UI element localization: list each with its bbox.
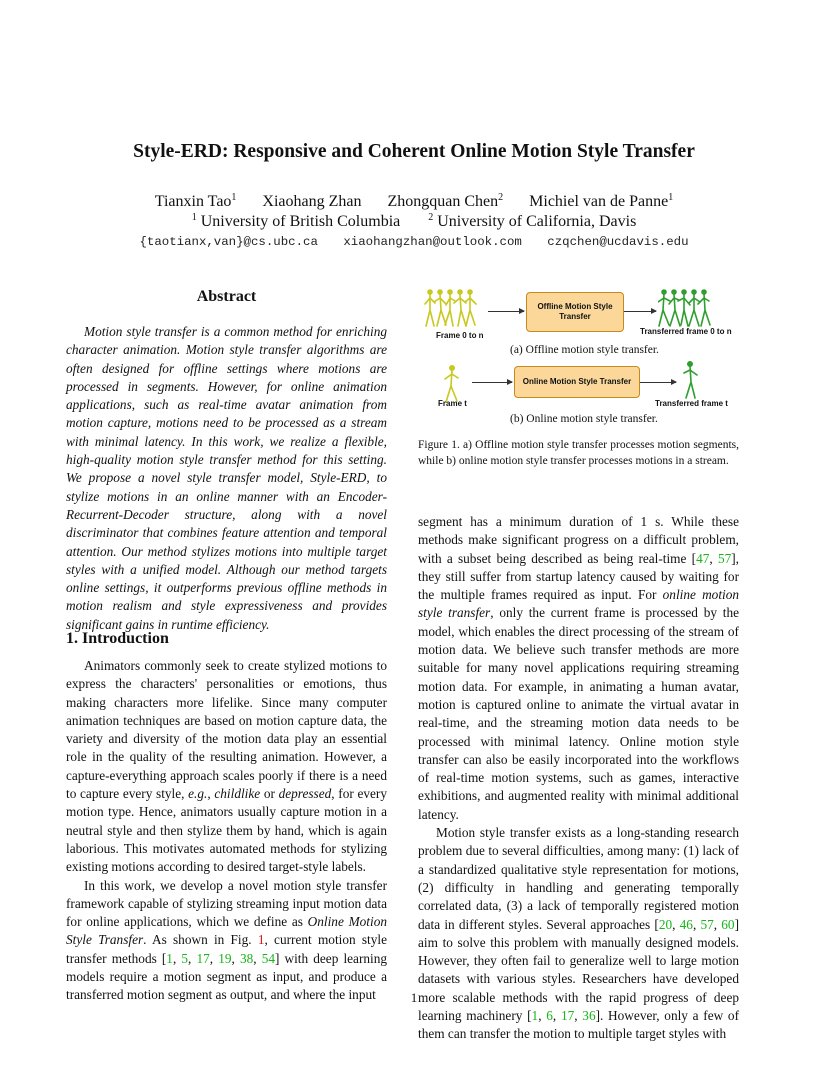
citation-link[interactable]: 6 xyxy=(546,1008,553,1024)
section-heading-introduction: 1. Introduction xyxy=(66,630,169,647)
citation-link[interactable]: 36 xyxy=(582,1008,596,1024)
author: Xiaohang Zhan xyxy=(262,193,362,210)
citation-link[interactable]: 20 xyxy=(658,916,673,932)
author-emails xyxy=(0,235,828,249)
online-input-label: Frame t xyxy=(438,399,467,408)
online-transfer-box: Online Motion Style Transfer xyxy=(514,366,640,398)
citation-link[interactable]: 17 xyxy=(560,1008,575,1024)
right-paragraph-1: segment has a minimum duration of 1 s. While these methods make significant progress on a difficult problem, with a subset being described as being real-time [47, 57], they still suffer from startup latency caused by waiting for the multiple frames required as input. For online motion style transfer, only the current frame is processed by the model, which enables the direct processing of the stream of motion data. We believe such transfer methods are more suitable for many novel applications requiring streaming motion data. For example, in animating a human avatar, motion is captured online to animate the virtual avatar in real-time, and the streaming motion data needs to be processed with minimal latency. Online motion style transfer can also be easily incorporated into the workflows of real-time motion systems, such as games, interactive exhibitions, and augmented reality with minimal additional latency. xyxy=(418,514,740,822)
author: Zhongquan Chen$^2$ xyxy=(387,192,504,210)
online-subcaption: (b) Online motion style transfer. xyxy=(510,413,658,425)
online-output-label: Transferred frame t xyxy=(655,399,728,408)
author: Michiel van de Panne$^1$ xyxy=(529,192,674,210)
offline-input-label: Frame 0 to n xyxy=(436,331,484,340)
right-column-body xyxy=(418,513,739,1044)
citation-link[interactable]: 1 xyxy=(166,950,173,966)
output-motion-sequence-icon xyxy=(658,288,718,330)
abstract-text: Motion style transfer is a common method for enriching character animation. Motion style transfer algorithms are often designed for offline settings where motions are processed in segments. However, for online animation applications, such as real-time avatar animation from motion capture, motions need to be processed as a stream with minimal latency. In this work, we realize a flexible, high-quality motion style transfer method for this setting. We propose a novel style transfer model, Style-ERD, to stylize motions in an online manner with an Encoder-Recurrent-Decoder structure, along with a novel discriminator that combines feature attention and temporal attention. Our method stylizes motions into multiple target styles with a unified model. Although our method targets online settings, it outperforms previous offline methods in motion realism and style expressiveness and provides significant gains in runtime efficiency. xyxy=(66,324,387,632)
offline-transfer-box: Offline Motion Style Transfer xyxy=(526,292,624,332)
citation-link[interactable]: 46 xyxy=(679,916,693,932)
paper-title: Style-ERD: Responsive and Coherent Online Motion Style Transfer xyxy=(133,141,695,162)
page-number: 1 xyxy=(410,990,418,1005)
citation-link[interactable]: 60 xyxy=(721,916,735,932)
citation-link[interactable]: 38 xyxy=(239,950,254,966)
arrow-icon xyxy=(472,382,512,383)
intro-paragraph-1: Animators commonly seek to create stylized motions to express the characters' personalities or emotions, thus making characters more lifelike. Since many computer animation techniques are based on motion capture data, the variety and diversity of the motion data play an essential role in the quality of the resulting animation. However, a capture-everything approach scales poorly if there is a need to capture every style, e.g., childlike or depressed, for every motion type. Hence, animators usually capture motion in a neutral style and then stylize them by hand, which is again laborious. This motivates automated methods for stylizing existing motions according to desired target-style labels. xyxy=(66,658,387,875)
affiliation: $^2$ University of California, Davis xyxy=(428,212,637,230)
author-list xyxy=(0,193,828,211)
output-frame-icon xyxy=(680,360,700,402)
affiliations xyxy=(0,213,828,231)
input-motion-sequence-icon xyxy=(424,288,484,330)
citation-link[interactable]: 5 xyxy=(181,950,189,966)
figure-1 xyxy=(418,284,739,429)
arrow-icon xyxy=(488,311,524,312)
offline-subcaption: (a) Offline motion style transfer. xyxy=(510,344,659,356)
arrow-icon xyxy=(640,382,676,383)
intro-paragraph-2: In this work, we develop a novel motion style transfer framework capable of stylizing streaming input motion data for online applications, which we define as Online Motion Style Transfer. As shown in Fig. 1, current motion style transfer methods [1, 5, 17, 19, 38, 54] with deep learning models require a motion segment as input, and produce a transferred motion segment as output, and where the input xyxy=(66,877,388,1003)
citation-link[interactable]: 54 xyxy=(261,950,275,966)
figure-link[interactable]: 1 xyxy=(257,932,265,948)
email: {taotianx,van}@cs.ubc.ca xyxy=(139,235,318,249)
right-paragraph-2: Motion style transfer exists as a long-standing research problem due to several difficulties, among many: (1) lack of a standardized qualitative style representation for motions, (2) difficulty in handling and generating temporally correlated data, (3) a lack of temporally registered motion data in different styles. Several approaches [20, 46, 57, 60] aim to solve this problem with manually designed models. However, they often fail to generalize well to large motion datasets with various styles. Researchers have developed more scalable methods with the rapid progress of deep learning machinery [1, 6, 17, 36]. However, only a few of them can transfer the motion to multiple target styles with xyxy=(418,825,739,1042)
citation-link[interactable]: 47 xyxy=(696,550,710,566)
offline-output-label: Transferred frame 0 to n xyxy=(640,327,732,336)
citation-link[interactable]: 57 xyxy=(700,916,714,932)
citation-link[interactable]: 57 xyxy=(717,550,732,566)
abstract-body xyxy=(66,323,387,634)
affiliation: $^1$ University of British Columbia xyxy=(191,212,401,230)
citation-link[interactable]: 1 xyxy=(531,1008,539,1024)
author: Tianxin Tao$^1$ xyxy=(154,192,237,210)
arrow-icon xyxy=(624,311,656,312)
citation-link[interactable]: 19 xyxy=(218,950,232,966)
figure-1-caption: Figure 1. a) Offline motion style transfer processes motion segments, while b) online motion style transfer processes motions in a stream. xyxy=(418,439,739,467)
abstract-heading: Abstract xyxy=(196,288,257,305)
introduction-body xyxy=(66,657,387,1005)
email: czqchen@ucdavis.edu xyxy=(547,235,689,249)
email: xiaohangzhan@outlook.com xyxy=(343,235,522,249)
citation-link[interactable]: 17 xyxy=(196,950,210,966)
